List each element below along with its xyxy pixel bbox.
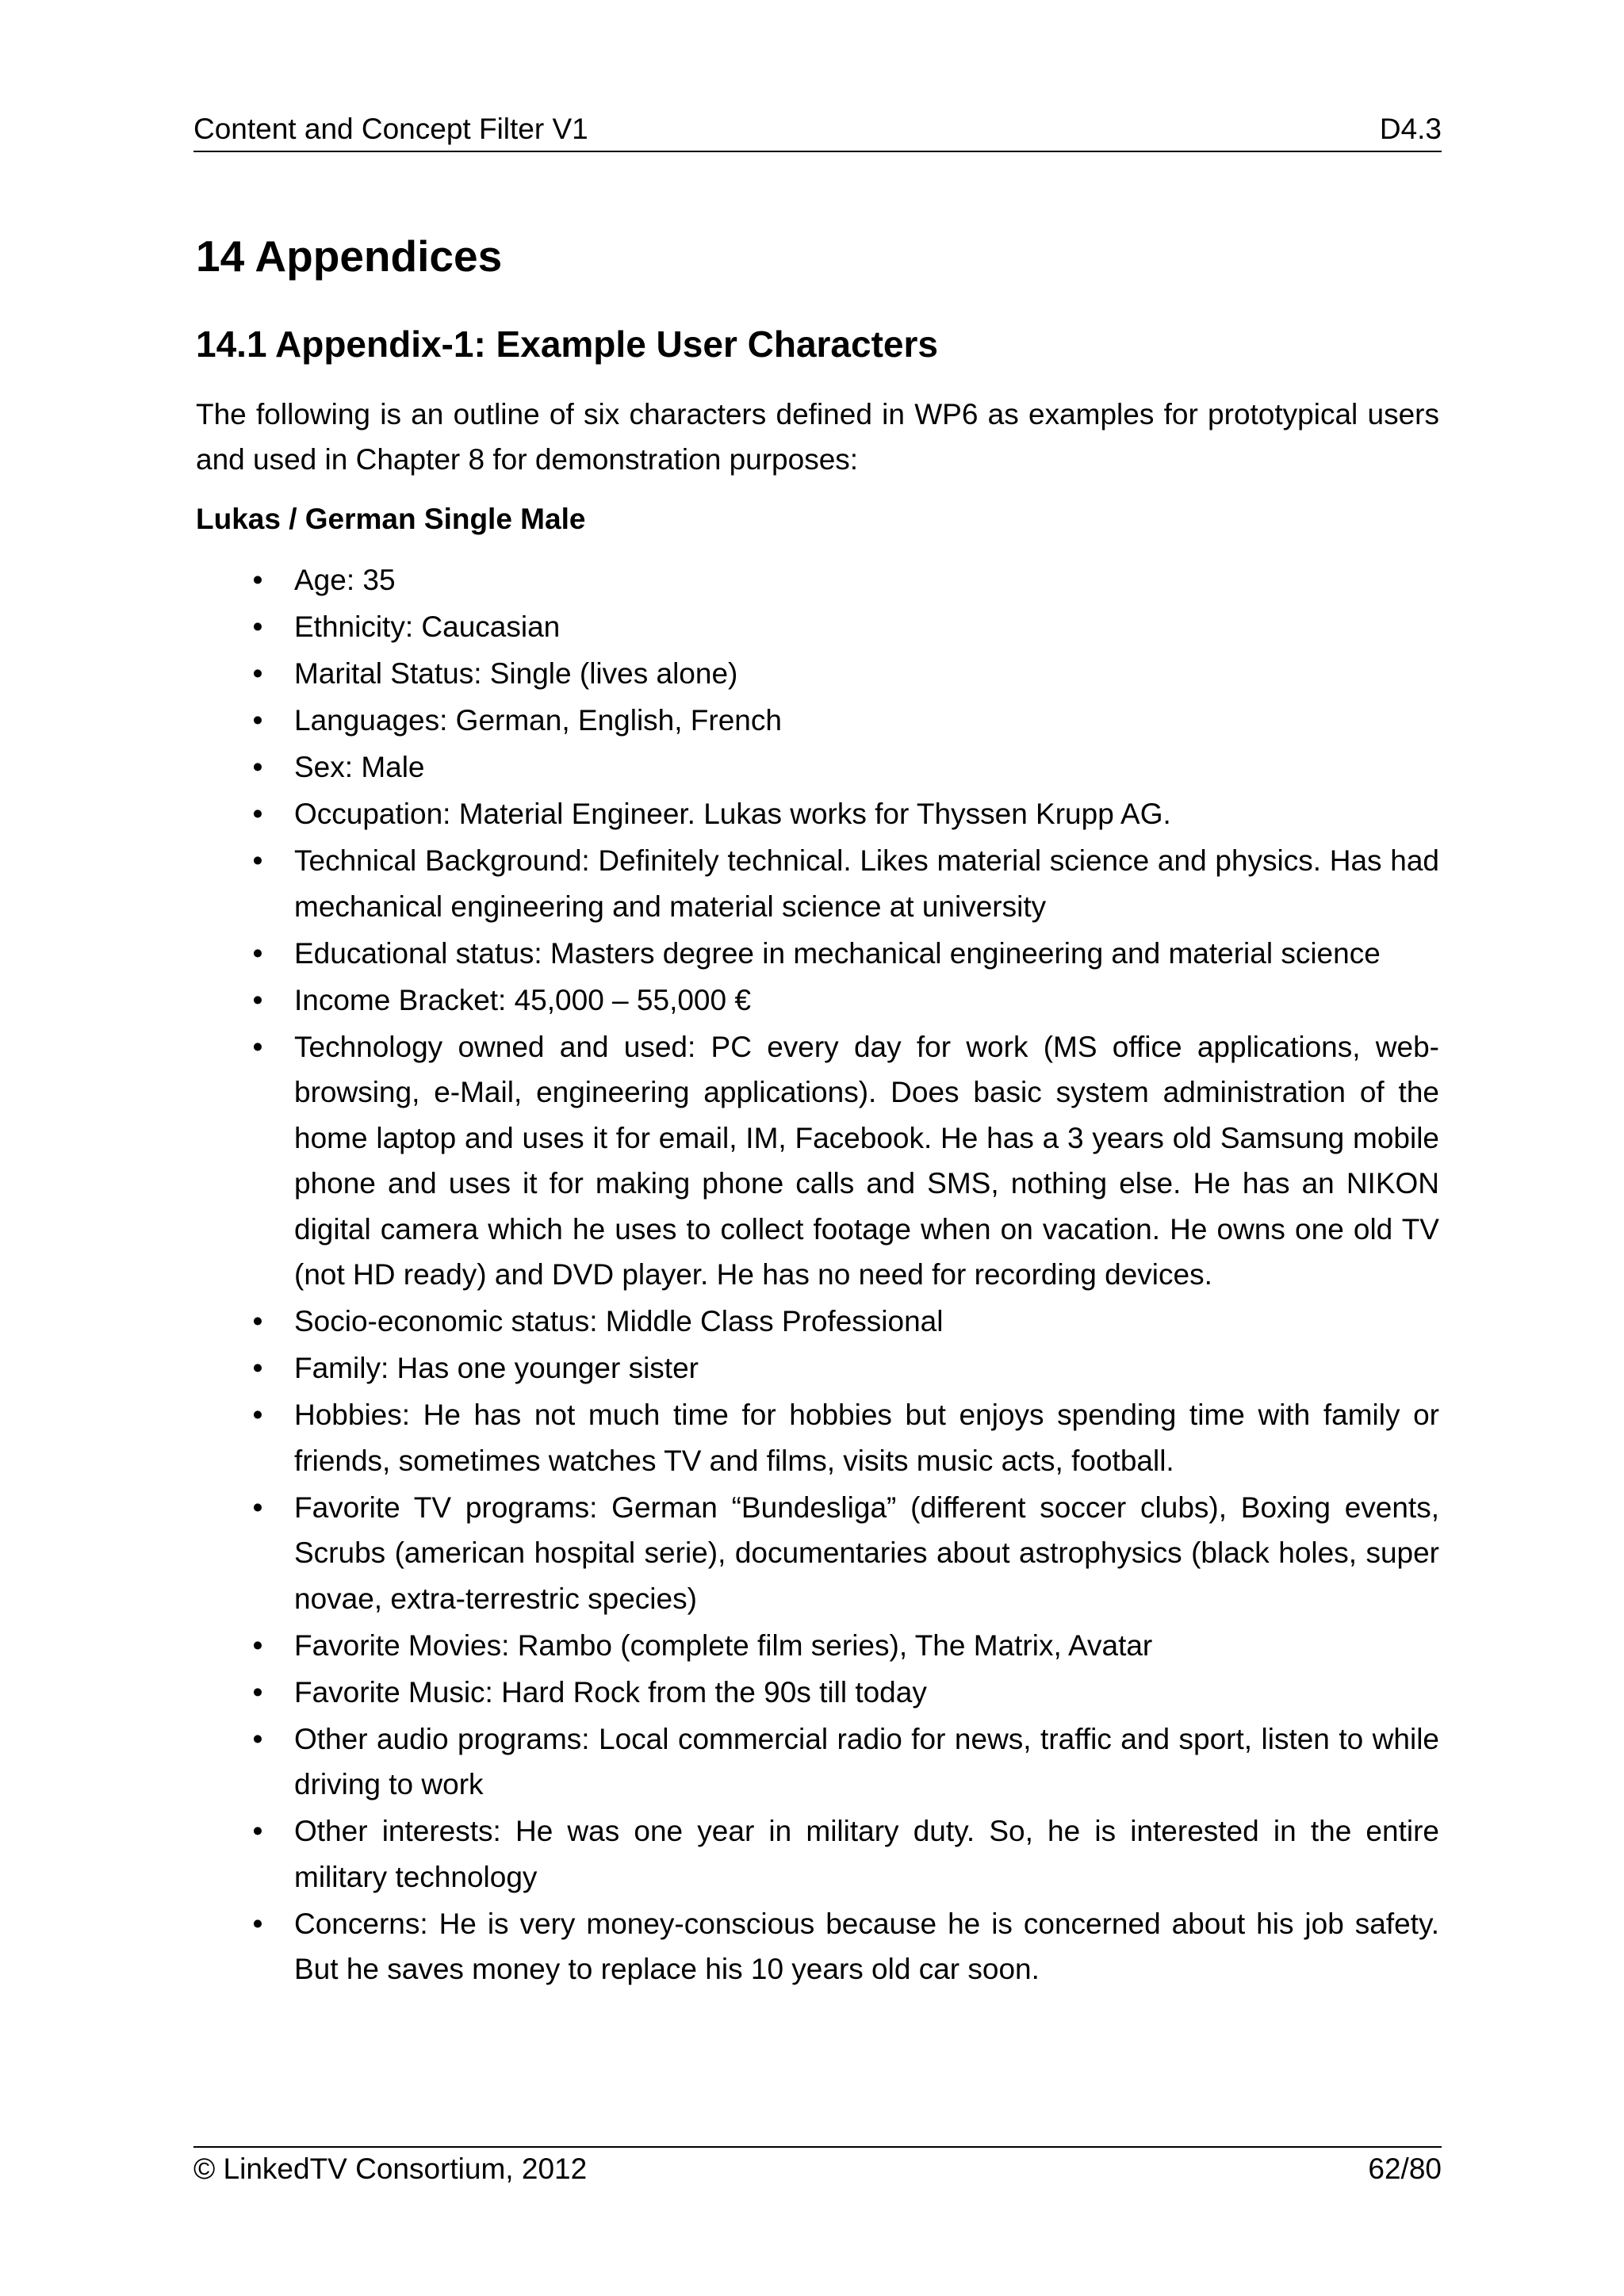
list-item xyxy=(196,1670,1439,1716)
list-item-text: Languages: German, English, French xyxy=(294,704,782,737)
list-item-text: Occupation: Material Engineer. Lukas works for Thyssen Krupp AG. xyxy=(294,798,1171,830)
page-content xyxy=(196,230,1439,1993)
running-header xyxy=(193,111,1442,152)
bullet-icon: • xyxy=(252,704,263,737)
list-item xyxy=(196,557,1439,603)
list-item-text: Favorite Movies: Rambo (complete film series), The Matrix, Avatar xyxy=(294,1628,1153,1662)
list-item-text: Sex: Male xyxy=(294,751,425,783)
list-item-text: Technical Background: Definitely technical. Likes material science and physics. Has had mechanical engineering and material science at university xyxy=(294,844,1439,923)
list-item xyxy=(196,1901,1439,1992)
bullet-icon: • xyxy=(252,1722,263,1755)
bullet-icon: • xyxy=(252,657,263,690)
running-footer xyxy=(193,2146,1442,2186)
list-item-text: Other interests: He was one year in military duty. So, he is interested in the entire military technology xyxy=(294,1815,1439,1893)
bullet-icon: • xyxy=(252,1628,263,1662)
chapter-heading: 14 Appendices xyxy=(196,232,503,281)
bullet-icon: • xyxy=(252,564,263,596)
bullet-icon: • xyxy=(252,1675,263,1709)
bullet-icon: • xyxy=(252,1030,263,1063)
list-item-text: Marital Status: Single (lives alone) xyxy=(294,657,738,690)
list-item xyxy=(196,1808,1439,1900)
list-item xyxy=(196,791,1439,837)
header-document-title: Content and Concept Filter V1 xyxy=(193,113,588,145)
header-deliverable-id: D4.3 xyxy=(1379,113,1442,145)
list-item-text: Concerns: He is very money-conscious because he is concerned about his job safety. But he saves money to replace his 10 years old car soon. xyxy=(294,1907,1439,1985)
section-title: Appendix-1: Example User Characters xyxy=(275,323,938,365)
list-item-text: Other audio programs: Local commercial radio for news, traffic and sport, listen to while driving to work xyxy=(294,1722,1439,1800)
list-item xyxy=(196,1299,1439,1345)
list-item xyxy=(196,978,1439,1024)
list-item-text: Technology owned and used: PC every day for work (MS office applications, web-browsing, e-Mail, engineering applications). Does basic system administration of the home laptop and uses it for email, IM, Facebook. He has a 3 years old Samsung mobile phone and uses it for making phone calls and SMS, nothing else. He has an NIKON digital camera which he uses to collect footage when on vacation. He owns one old TV (not HD ready) and DVD player. He has no need for recording devices. xyxy=(294,1030,1439,1291)
list-item xyxy=(196,1392,1439,1483)
bullet-icon: • xyxy=(252,1907,263,1940)
list-item xyxy=(196,698,1439,744)
list-item xyxy=(196,651,1439,697)
section-number: 14.1 xyxy=(196,323,267,365)
list-item xyxy=(196,1485,1439,1622)
character-attribute-list xyxy=(196,557,1439,1992)
character-heading: Lukas / German Single Male xyxy=(196,503,586,535)
list-item xyxy=(196,744,1439,790)
bullet-icon: • xyxy=(252,936,263,970)
list-item-text: Ethnicity: Caucasian xyxy=(294,610,561,643)
bullet-icon: • xyxy=(252,1305,263,1337)
list-item-text: Favorite Music: Hard Rock from the 90s till today xyxy=(294,1675,927,1709)
list-item xyxy=(196,1623,1439,1669)
list-item-text: Hobbies: He has not much time for hobbies but enjoys spending time with family or friends, sometimes watches TV and films, visits music acts, football. xyxy=(294,1399,1439,1477)
bullet-icon: • xyxy=(252,1352,263,1384)
list-item-text: Age: 35 xyxy=(294,564,396,596)
bullet-icon: • xyxy=(252,751,263,783)
bullet-icon: • xyxy=(252,1399,263,1431)
list-item-text: Family: Has one younger sister xyxy=(294,1352,699,1384)
bullet-icon: • xyxy=(252,1490,263,1524)
list-item xyxy=(196,1024,1439,1298)
bullet-icon: • xyxy=(252,983,263,1016)
list-item xyxy=(196,1345,1439,1391)
list-item xyxy=(196,1716,1439,1808)
bullet-icon: • xyxy=(252,1815,263,1847)
list-item-text: Educational status: Masters degree in mechanical engineering and material science xyxy=(294,936,1381,970)
bullet-icon: • xyxy=(252,798,263,830)
list-item xyxy=(196,931,1439,977)
section-heading xyxy=(196,322,1439,366)
list-item-text: Socio-economic status: Middle Class Professional xyxy=(294,1305,944,1337)
list-item xyxy=(196,604,1439,650)
intro-paragraph: The following is an outline of six characters defined in WP6 as examples for prototypical users and used in Chapter 8 for demonstration purposes: xyxy=(196,398,1439,476)
footer-copyright: © LinkedTV Consortium, 2012 xyxy=(193,2152,588,2185)
list-item-text: Income Bracket: 45,000 – 55,000 € xyxy=(294,983,751,1016)
bullet-icon: • xyxy=(252,844,263,877)
footer-page-number: 62/80 xyxy=(1368,2152,1442,2185)
list-item-text: Favorite TV programs: German “Bundesliga” (different soccer clubs), Boxing events, Scrubs (american hospital serie), documentaries about astrophysics (black holes, super novae, extra-terrestric species) xyxy=(294,1490,1439,1615)
list-item xyxy=(196,838,1439,929)
bullet-icon: • xyxy=(252,610,263,643)
